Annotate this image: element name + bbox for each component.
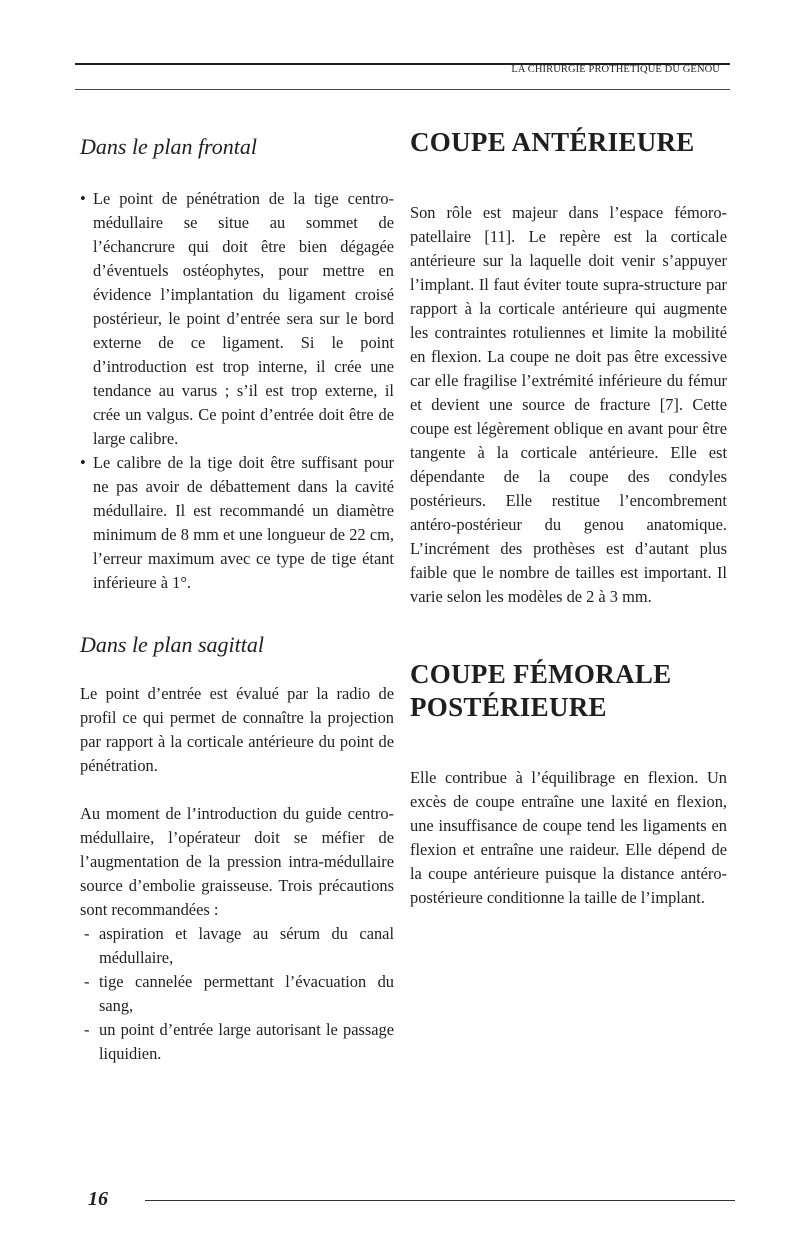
- anterior-cut-heading: COUPE ANTÉRIEURE: [410, 127, 695, 157]
- right-column: [410, 126, 727, 910]
- footer-rule: [145, 1200, 735, 1201]
- page-number: 16: [88, 1188, 108, 1210]
- posterior-cut-heading-line-2: POSTÉRIEURE: [410, 691, 607, 722]
- frontal-bullet-1: • Le point de pénétration de la tige centro-médullaire se situe au sommet de l’échancrure qui doit être bien dégagée d’éventuels ostéophytes, pour mettre en évidence l’implantation du ligament croisé postérieur, le point d’entrée sera sur le bord externe de ce ligament. Si le point d’introduction est trop interne, il crée une tendance au varus ; s’il est trop externe, il crée un valgus. Ce point d’entrée doit être de large calibre.: [80, 187, 394, 451]
- running-head: LA CHIRURGIE PROTHÉTIQUE DU GENOU: [511, 64, 720, 75]
- precaution-item-1: - aspiration et lavage au sérum du canal médullaire,: [80, 922, 394, 970]
- frontal-bullet-2: • Le calibre de la tige doit être suffisant pour ne pas avoir de débattement dans la cavité médullaire. Il est recommandé un diamètre minimum de 8 mm et une longueur de 22 cm, l’erreur maximum avec ce type de tige étant inférieure à 1°.: [80, 451, 394, 595]
- left-column: [80, 135, 394, 1066]
- sagittal-plane-heading: Dans le plan sagittal: [80, 632, 264, 658]
- header-rule-bottom: [75, 89, 730, 90]
- sagittal-paragraph-1: Le point d’entrée est évalué par la radio de profil ce qui permet de connaître la projection par rapport à la corticale antérieure du point de pénétration.: [80, 684, 394, 776]
- posterior-cut-paragraph: Elle contribue à l’équilibrage en flexion. Un excès de coupe entraîne une laxité en flexion, une insuffisance de coupe tend les ligaments en flexion et entraîne une raideur. Elle dépend de la coupe antérieure puisque la distance antéro-postérieure conditionne la taille de l’implant.: [410, 768, 727, 908]
- frontal-bullet-list: [80, 187, 394, 595]
- precautions-list: [80, 922, 394, 1066]
- frontal-plane-heading: Dans le plan frontal: [80, 134, 258, 159]
- posterior-cut-heading: [410, 658, 727, 723]
- posterior-cut-heading-line-1: COUPE FÉMORALE: [410, 659, 672, 690]
- sagittal-paragraph-2: Au moment de l’introduction du guide centro-médullaire, l’opérateur doit se méfier de l’augmentation de la pression intra-médullaire source d’embolie graisseuse. Trois précautions sont recommandées :: [80, 804, 394, 920]
- precaution-item-3: - un point d’entrée large autorisant le passage liquidien.: [80, 1018, 394, 1066]
- anterior-cut-paragraph: Son rôle est majeur dans l’espace fémoro-patellaire [11]. Le repère est la corticale antérieure sur la laquelle doit venir s’appuyer l’implant. Il faut éviter toute supra-structure par rapport à la corticale antérieure qui augmente les contraintes rotuliennes et limite la mobilité en flexion. La coupe ne doit pas être excessive car elle fragilise l’extrémité inférieure du fémur et devient une source de fracture [7]. Cette coupe est légèrement oblique en avant pour être tangente à la corticale antérieure. Elle est dépendante de la coupe des condyles postérieurs. Elle restitue l’encombrement antéro-postérieur du genou anatomique. L’incrément des prothèses est d’autant plus faible que le nombre de tailles est important. Il varie selon les modèles de 2 à 3 mm.: [410, 203, 727, 607]
- precaution-item-2: - tige cannelée permettant l’évacuation du sang,: [80, 970, 394, 1018]
